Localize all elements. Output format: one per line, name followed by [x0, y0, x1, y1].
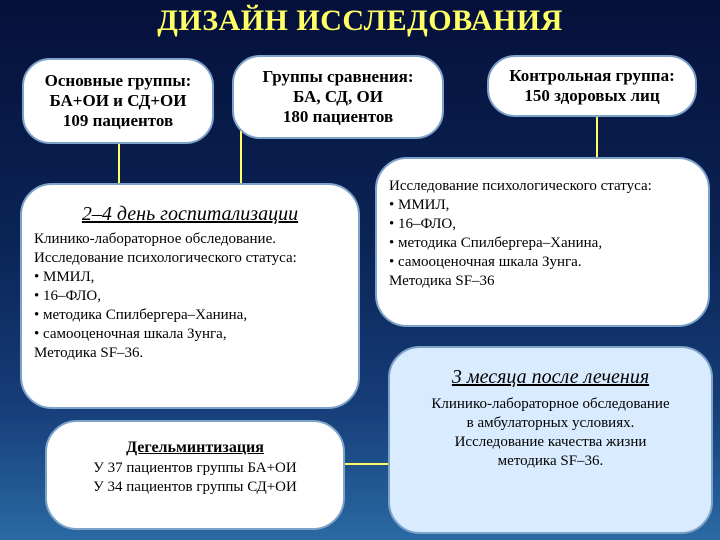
control-study-box [375, 157, 710, 327]
comparison-groups-title: Группы сравнения: [262, 67, 414, 86]
deworming-box [45, 420, 345, 530]
control-study-line: • ММИЛ, [389, 197, 450, 213]
connector-control-vertical [596, 112, 598, 160]
page-title: ДИЗАЙН ИССЛЕДОВАНИЯ [157, 4, 563, 37]
control-group-title: Контрольная группа: [509, 66, 675, 85]
comparison-groups-count: 180 пациентов [282, 107, 394, 126]
main-groups-box [22, 58, 214, 144]
main-groups-count: 109 пациентов [62, 111, 174, 130]
main-groups-title: Основные группы: [44, 71, 192, 90]
control-group-box [487, 55, 697, 117]
after-treatment-line: методика SF–36. [497, 453, 604, 469]
hospitalization-line: • методика Спилбергера–Ханина, [34, 307, 248, 323]
after-treatment-line: Клинико-лабораторное обследование [431, 396, 670, 412]
after-treatment-line: в амбулаторных условиях. [466, 415, 635, 431]
deworming-heading: Дегельминтизация [126, 439, 264, 456]
hospitalization-line: Методика SF–36. [34, 345, 144, 361]
after-treatment-box [388, 346, 713, 534]
deworming-line: У 34 пациентов группы СД+ОИ [93, 479, 297, 495]
hospitalization-line: Исследование психологического статуса: [34, 250, 297, 266]
connector-deworm-horizontal [343, 463, 393, 465]
main-groups-name: БА+ОИ и СД+ОИ [49, 91, 187, 110]
control-study-line: • методика Спилбергера–Ханина, [389, 235, 603, 251]
deworming-line: У 37 пациентов группы БА+ОИ [93, 460, 297, 476]
control-study-line: • 16–ФЛО, [389, 216, 456, 232]
comparison-groups-box [232, 55, 444, 139]
hospitalization-box [20, 183, 360, 409]
hospitalization-line: • ММИЛ, [34, 269, 95, 285]
hospitalization-heading: 2–4 день госпитализации [81, 203, 299, 225]
control-group-count: 150 здоровых лиц [524, 86, 660, 105]
comparison-groups-name: БА, СД, ОИ [293, 87, 383, 106]
control-study-line: • самооценочная шкала Зунга. [389, 254, 582, 270]
control-study-line: Исследование психологического статуса: [389, 178, 652, 194]
hospitalization-line: • самооценочная шкала Зунга, [34, 326, 227, 342]
hospitalization-line: • 16–ФЛО, [34, 288, 101, 304]
after-treatment-line: Исследование качества жизни [454, 434, 647, 450]
hospitalization-line: Клинико-лабораторное обследование. [34, 231, 276, 247]
control-study-line: Методика SF–36 [389, 273, 495, 289]
after-treatment-heading: 3 месяца после лечения [451, 366, 650, 388]
